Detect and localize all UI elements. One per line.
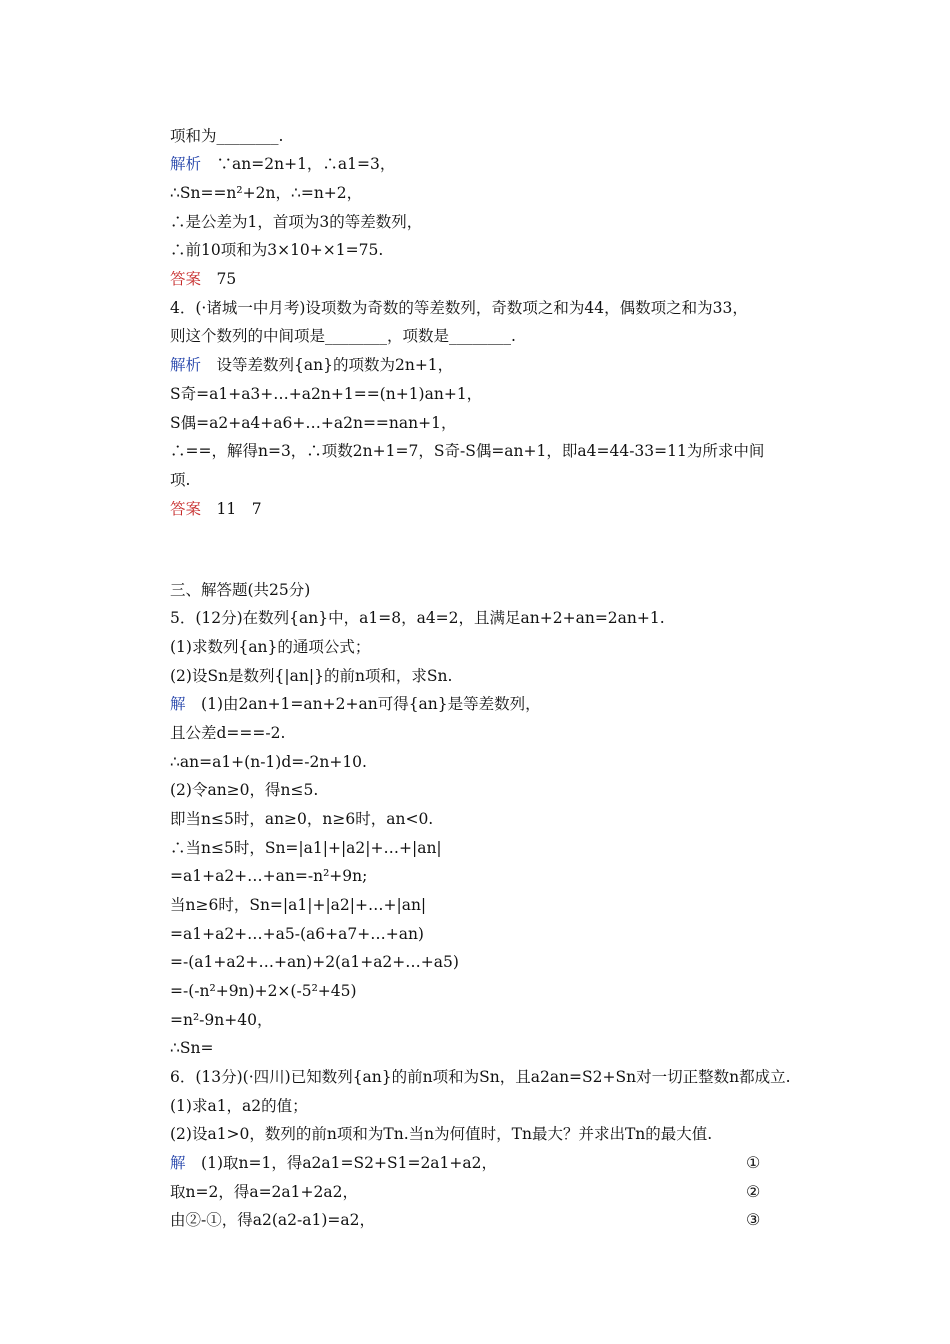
- text-line: =a1+a2+…+a5-(a6+a7+…+an): [170, 925, 424, 943]
- text-line: =-(-n²+9n)+2×(-5²+45): [170, 982, 357, 1000]
- text-line: 项.: [170, 471, 191, 489]
- text-line: 解析 设等差数列{an}的项数为2n+1，: [170, 356, 454, 374]
- text-line: ∴an=a1+(n-1)d=-2n+10.: [170, 753, 367, 771]
- text-line: 当n≥6时，Sn=|a1|+|a2|+…+|an|: [170, 896, 427, 914]
- text-line: (2)设a1>0，数列的前n项和为Tn.当n为何值时，Tn最大？并求出Tn的最大值.: [170, 1125, 713, 1143]
- text-line: 解 (1)取n=1，得a2a1=S2+S1=2a1+a2，: [170, 1154, 497, 1172]
- text-line: =-(a1+a2+…+an)+2(a1+a2+…+a5): [170, 953, 459, 971]
- text-line: ∴是公差为1，首项为3的等差数列，: [170, 213, 423, 231]
- text-line: ∴==，解得n=3，∴项数2n+1=7，S奇-S偶=an+1，即a4=44-33=11为所求中间: [170, 442, 765, 460]
- text-line: (1)求数列{an}的通项公式；: [170, 638, 371, 656]
- analysis-label: 解析: [170, 155, 202, 173]
- text-line: 则这个数列的中间项是________，项数是________.: [170, 327, 516, 345]
- text-line: 4．(·诸城一中月考)设项数为奇数的等差数列，奇数项之和为44，偶数项之和为33，: [170, 299, 748, 317]
- equation-mark-3: ③: [746, 1210, 761, 1229]
- text-line: (1)求a1，a2的值；: [170, 1097, 308, 1115]
- text-line: =n²-9n+40，: [170, 1011, 273, 1029]
- text-line: =a1+a2+…+an=-n²+9n;: [170, 867, 368, 885]
- analysis-label: 解析: [170, 356, 202, 374]
- text-line: 答案 75: [170, 270, 237, 288]
- answer-label: 答案: [170, 270, 202, 288]
- text-line: 答案 11 7: [170, 500, 262, 518]
- solution-label: 解: [170, 695, 186, 713]
- text-line: 取n=2，得a=2a1+2a2，: [170, 1183, 358, 1201]
- section-heading: 三、解答题(共25分): [170, 581, 311, 599]
- text-line: 解 (1)由2an+1=an+2+an可得{an}是等差数列，: [170, 695, 541, 713]
- text-line: 解析 ∵an=2n+1，∴a1=3，: [170, 155, 396, 173]
- text-line: ∴当n≤5时，Sn=|a1|+|a2|+…+|an|: [170, 839, 442, 857]
- solution-label: 解: [170, 1154, 186, 1172]
- text-line: 5．(12分)在数列{an}中，a1=8，a4=2，且满足an+2+an=2an+1.: [170, 609, 665, 627]
- text-line: 6．(13分)(·四川)已知数列{an}的前n项和为Sn，且a2an=S2+Sn对一切正整数n都成立.: [170, 1068, 791, 1086]
- equation-mark-2: ②: [746, 1182, 761, 1201]
- text-line: ∴Sn=: [170, 1039, 214, 1057]
- text-line: ∴前10项和为3×10+×1=75.: [170, 241, 384, 259]
- text-line: S偶=a2+a4+a6+…+a2n==nan+1，: [170, 414, 457, 432]
- text-line: 项和为________.: [170, 127, 284, 145]
- text-line: (2)设Sn是数列{|an|}的前n项和，求Sn.: [170, 667, 453, 685]
- text-line: 且公差d===-2.: [170, 724, 286, 742]
- text-line: 即当n≤5时，an≥0，n≥6时，an<0.: [170, 810, 434, 828]
- answer-label: 答案: [170, 500, 202, 518]
- text-line: ∴Sn==n²+2n，∴=n+2，: [170, 184, 363, 202]
- equation-mark-1: ①: [746, 1153, 761, 1172]
- text-line: S奇=a1+a3+…+a2n+1==(n+1)an+1，: [170, 385, 483, 403]
- text-line: (2)令an≥0，得n≤5.: [170, 781, 319, 799]
- text-line: 由②-①，得a2(a2-a1)=a2，: [170, 1211, 375, 1229]
